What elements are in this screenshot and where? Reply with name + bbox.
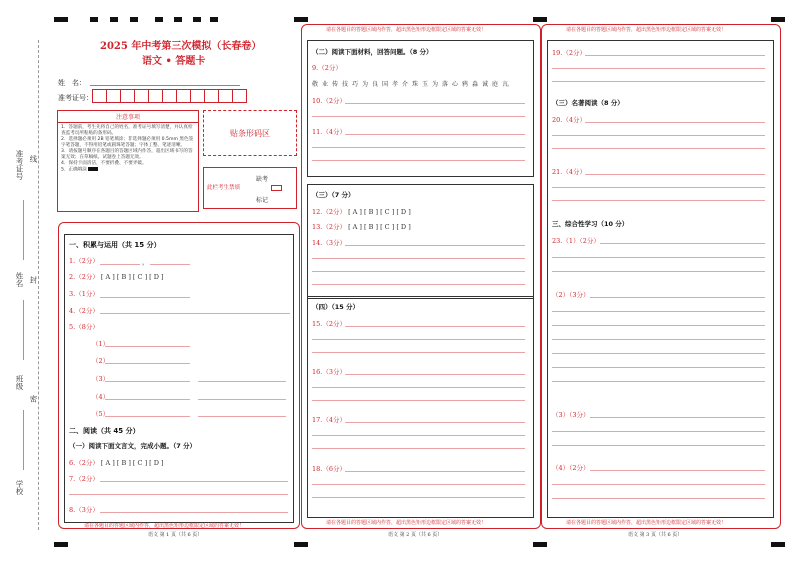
col2-section-a: （二）阅读下面材料，回答问题。（8 分）: [312, 48, 433, 56]
registration-mark: [110, 17, 118, 22]
q15-label: 15.（2分）: [312, 320, 346, 328]
answer-frame-2a: [307, 40, 534, 177]
q18-line: [312, 497, 525, 498]
q21-label: 21.（4分）: [552, 168, 586, 176]
q5-sub2-line: [105, 363, 190, 364]
q9-label: 9.（2分）: [312, 64, 342, 72]
q5-sub1-line: [105, 346, 190, 347]
q17-line: [312, 448, 525, 449]
q14-line: [312, 271, 525, 272]
binding-name-label: 姓名: [15, 272, 24, 287]
q23-4-label: （4）（2分）: [552, 464, 590, 472]
binding-seal-label: 封: [29, 276, 38, 284]
binding-line: [23, 300, 24, 360]
region-warning-3-top: 请在各题目的答题区域内作答，超出黑色矩形边框限定区域的答案无效！: [566, 27, 727, 33]
q7-line: [100, 481, 288, 482]
region-warning-1: 请在各题目的答题区域内作答，超出黑色矩形边框限定区域的答案无效！: [84, 523, 245, 529]
q17-line: [312, 435, 525, 436]
absent-right-label-2: 标记: [256, 197, 269, 204]
q12-options[interactable]: [ A ] [ B ] [ C ] [ D ]: [348, 208, 411, 216]
page-title: 2025 年中考第三次模拟（长春卷）: [100, 41, 262, 52]
q4-line: [100, 313, 290, 314]
q23-2-line: [552, 339, 765, 340]
registration-mark: [90, 17, 98, 22]
name-label: 姓 名：: [58, 79, 86, 87]
col2-section-c: （四）（15 分）: [312, 303, 360, 311]
q3-line: [100, 297, 190, 298]
registration-mark: [294, 17, 308, 22]
registration-mark: [210, 17, 218, 22]
registration-mark: [771, 542, 785, 547]
q1-line: [150, 264, 190, 265]
q19-label: 19.（2分）: [552, 49, 586, 57]
q5-sub1-label: （1）: [92, 340, 110, 348]
q23-4-line: [552, 484, 765, 485]
q21-line: [552, 187, 765, 188]
q23-2-line: [552, 367, 765, 368]
q14-label: 14.（3分）: [312, 239, 346, 247]
registration-mark: [54, 542, 68, 547]
q21-line: [552, 200, 765, 201]
q23-1-label: 23.（1）（2分）: [552, 237, 600, 245]
q20-line: [552, 135, 765, 136]
binding-class-label: 班级: [15, 375, 24, 390]
q11-line: [345, 134, 525, 135]
section-2-title: 二、阅读（共 45 分）: [69, 427, 140, 435]
q11-line: [312, 160, 525, 161]
ticket-label: 准考证号：: [58, 94, 93, 102]
q23-3-label: （3）（3分）: [552, 411, 590, 419]
q23-3-line: [552, 445, 765, 446]
filled-sample-icon: [88, 167, 98, 171]
q5-sub3-line: [105, 381, 190, 382]
registration-mark: [174, 17, 182, 22]
registration-mark: [533, 542, 547, 547]
q23-3-line: [590, 417, 765, 418]
page-number-1: 语文 第 1 页（共 6 页）: [148, 532, 203, 538]
absent-left-label: 此栏考生禁填: [207, 185, 241, 191]
note-item-1: 1．答题前，考生先将自己的姓名，准考证号填写清楚，并认真检查监考员所粘贴的条形码。: [61, 125, 193, 136]
q14-line: [345, 245, 525, 246]
q16-line: [345, 374, 525, 375]
q9-text: 敬 业 传 技 巧 为 良 国 孝 介 珠 玉 为 落 心 鸦 淼 诚 庭 言。: [312, 81, 513, 88]
section-2a-title: （一）阅读下面文言文，完成小题。（7 分）: [69, 442, 197, 450]
q2-options[interactable]: [ A ] [ B ] [ C ] [ D ]: [100, 273, 164, 281]
q16-label: 16.（3分）: [312, 368, 346, 376]
ticket-number-boxes[interactable]: [92, 89, 246, 103]
q3-label: 3.（1分）: [69, 290, 99, 298]
q5-label: 5.（8分）: [69, 323, 99, 331]
q12-label: 12.（2分） [ A ] [ B ] [ C ] [ D ]: [312, 208, 411, 216]
q20-label: 20.（4分）: [552, 116, 586, 124]
notes-box: [57, 110, 199, 212]
q19-line: [552, 81, 765, 82]
registration-mark: [155, 17, 163, 22]
q23-2-label: （2）（3分）: [552, 291, 590, 299]
note-item-2: 2．选择题必须用 2B 铅笔填涂；非选择题必须用 0.5mm 黑色签字笔答题，不得用铅笔或圆珠笔答题；字体工整、笔迹清晰。: [61, 137, 194, 148]
q23-2-line: [552, 353, 765, 354]
q23-2-line: [552, 381, 765, 382]
col3-section-a: （三）名著阅读（8 分）: [552, 99, 624, 107]
q10-line: [345, 103, 525, 104]
q5-sub4-line: [198, 399, 286, 400]
q8-label: 8.（3分）: [69, 506, 99, 514]
registration-mark: [294, 542, 308, 547]
q5-sub4-line: [105, 399, 190, 400]
binding-dashed-line: [38, 40, 39, 530]
q19-line: [552, 68, 765, 69]
q23-1-line: [552, 257, 765, 258]
q18-line: [345, 471, 525, 472]
q1-sep: ，: [142, 258, 149, 266]
q5-sub3-label: （3）: [92, 375, 110, 383]
note-item-3: 3．请按题号顺序在各题目的答题区域内作答，超出区域书写的答案无效；在草稿纸、试题卷上答题无效。: [61, 149, 193, 160]
q5-sub3-line: [198, 381, 286, 382]
q5-sub5-label: （5）: [92, 410, 110, 418]
q10-line: [312, 116, 525, 117]
region-warning-2-top: 请在各题目的答题区域内作答，超出黑色矩形边框限定区域的答案无效！: [326, 27, 487, 33]
note-item-5: 5．正确填涂: [61, 167, 195, 174]
note-item-4: 4．保持卡面清洁，不要折叠、不要弄破。: [61, 161, 147, 166]
registration-mark: [533, 17, 547, 22]
absent-checkbox[interactable]: [271, 185, 282, 191]
col3-section-b: 三、综合性学习（10 分）: [552, 220, 629, 228]
q6-label: 6.（2分） [ A ] [ B ] [ C ] [ D ]: [69, 459, 164, 467]
q20-line: [585, 122, 765, 123]
page-subtitle: 语文 • 答题卡: [142, 56, 206, 67]
barcode-area-label: 贴条形码区: [230, 128, 270, 138]
q15-line: [312, 339, 525, 340]
q6-options[interactable]: [ A ] [ B ] [ C ] [ D ]: [100, 459, 164, 467]
q23-2-line: [590, 297, 765, 298]
q14-line: [312, 284, 525, 285]
q23-1-line: [552, 271, 765, 272]
q15-line: [312, 352, 525, 353]
section-1-title: 一、积累与运用（共 15 分）: [69, 241, 161, 249]
binding-ticket-label: 准考证号: [15, 150, 24, 180]
q23-2-line: [552, 325, 765, 326]
q20-line: [552, 148, 765, 149]
registration-mark: [193, 17, 201, 22]
q7-line: [69, 494, 288, 495]
q10-label: 10.（2分）: [312, 97, 346, 105]
q4-label: 4.（2分）: [69, 307, 99, 315]
q17-label: 17.（4分）: [312, 416, 346, 424]
absent-box: [203, 167, 297, 209]
binding-line: [23, 410, 24, 470]
binding-line: [23, 200, 24, 260]
page-number-3: 语文 第 3 页（共 6 页）: [628, 532, 683, 538]
q21-line: [585, 174, 765, 175]
q13-label: 13.（2分） [ A ] [ B ] [ C ] [ D ]: [312, 223, 411, 231]
barcode-area: [203, 110, 297, 156]
q7-label: 7.（2分）: [69, 475, 99, 483]
binding-line-label: 线: [29, 155, 38, 163]
q11-line: [312, 147, 525, 148]
q19-line: [585, 55, 765, 56]
q13-options[interactable]: [ A ] [ B ] [ C ] [ D ]: [348, 223, 411, 231]
q23-3-line: [552, 431, 765, 432]
q5-sub5-line: [105, 416, 190, 417]
absent-right-label-1: 缺考: [256, 176, 269, 183]
name-field[interactable]: [90, 85, 240, 86]
q23-4-line: [552, 498, 765, 499]
registration-mark: [771, 17, 785, 22]
q2-label: 2.（2分） [ A ] [ B ] [ C ] [ D ]: [69, 273, 164, 281]
q1-line: [100, 264, 140, 265]
col2-section-b: （三）（7 分）: [312, 191, 355, 199]
binding-secret-label: 密: [29, 395, 38, 403]
registration-mark: [54, 17, 68, 22]
q17-line: [345, 422, 525, 423]
q23-1-line: [600, 243, 765, 244]
region-warning-2: 请在各题目的答题区域内作答，超出黑色矩形边框限定区域的答案无效！: [326, 520, 487, 526]
q16-line: [312, 387, 525, 388]
q23-4-line: [590, 470, 765, 471]
registration-mark: [130, 17, 138, 22]
q15-line: [345, 326, 525, 327]
region-warning-3: 请在各题目的答题区域内作答，超出黑色矩形边框限定区域的答案无效！: [566, 520, 727, 526]
q14-line: [312, 258, 525, 259]
q1-label: 1.（2分）: [69, 257, 99, 265]
q11-label: 11.（4分）: [312, 128, 346, 136]
q23-2-line: [552, 311, 765, 312]
notes-title: 注意事项: [58, 111, 198, 123]
q5-sub5-line: [198, 416, 286, 417]
q8-line: [100, 512, 288, 513]
q5-sub4-label: （4）: [92, 393, 110, 401]
binding-school-label: 学校: [15, 480, 24, 495]
q18-line: [312, 484, 525, 485]
answer-frame-3: [547, 40, 774, 518]
q5-sub2-label: （2）: [92, 357, 110, 365]
q16-line: [312, 400, 525, 401]
q18-label: 18.（6分）: [312, 465, 346, 473]
page-number-2: 语文 第 2 页（共 6 页）: [388, 532, 443, 538]
